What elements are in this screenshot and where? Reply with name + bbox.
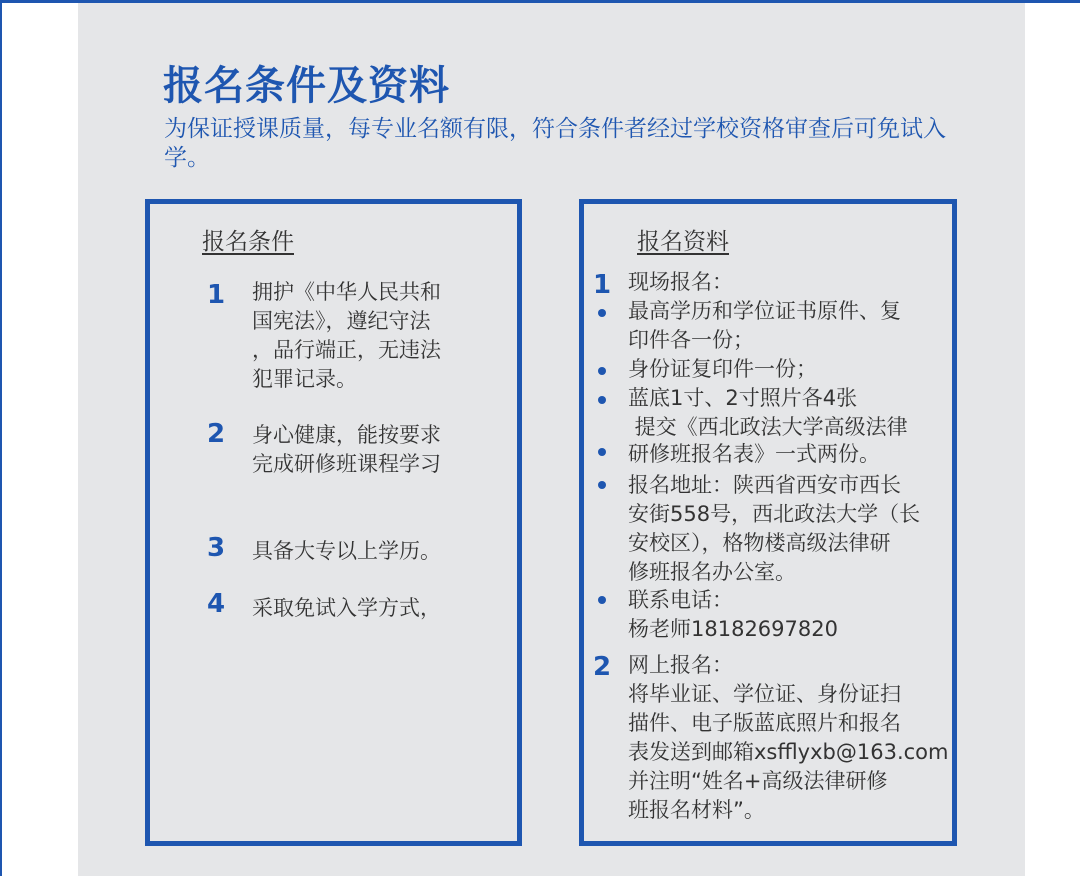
condition-number: 3 bbox=[207, 533, 226, 563]
intro-text: 为保证授课质量，每专业名额有限，符合条件者经过学校资格审查后可免试入学。 bbox=[164, 116, 946, 171]
onsite-item: 联系电话： 杨老师18182697820 bbox=[628, 588, 838, 641]
condition-number: 4 bbox=[207, 589, 226, 619]
condition-text: 拥护《中华人民共和 国宪法》，遵纪守法 ，品行端正，无违法 犯罪记录。 bbox=[252, 280, 441, 391]
onsite-label: 现场报名： bbox=[628, 270, 733, 294]
bullet-icon bbox=[598, 596, 606, 604]
bullet-icon bbox=[598, 481, 606, 489]
materials-heading: 报名资料 bbox=[637, 229, 729, 255]
bullet-icon bbox=[598, 309, 606, 317]
condition-number: 2 bbox=[207, 419, 226, 449]
online-label: 网上报名： bbox=[628, 653, 733, 677]
condition-number: 1 bbox=[207, 280, 226, 310]
material-number: 2 bbox=[593, 652, 612, 682]
onsite-item: 研修班报名表》一式两份。 bbox=[628, 442, 880, 466]
material-number: 1 bbox=[593, 270, 612, 300]
onsite-item: 身份证复印件一份； bbox=[628, 357, 817, 381]
page-title: 报名条件及资料 bbox=[163, 63, 450, 109]
conditions-heading: 报名条件 bbox=[202, 229, 294, 255]
left-border bbox=[0, 0, 2, 876]
onsite-item: 报名地址：陕西省西安市西长 安街558号，西北政法大学（长 安校区），格物楼高级法律研 修班报名办公室。 bbox=[628, 473, 921, 584]
onsite-item: 蓝底1寸、2寸照片各4张 bbox=[628, 386, 858, 410]
onsite-item: 最高学历和学位证书原件、复 印件各一份； bbox=[628, 299, 901, 352]
onsite-item: 提交《西北政法大学高级法律 bbox=[628, 415, 908, 439]
bullet-icon bbox=[598, 396, 606, 404]
bullet-icon bbox=[598, 448, 606, 456]
condition-text: 具备大专以上学历。 bbox=[252, 539, 441, 563]
condition-text: 身心健康，能按要求 完成研修班课程学习 bbox=[252, 423, 441, 476]
online-text: 将毕业证、学位证、身份证扫 描件、电子版蓝底照片和报名 表发送到邮箱xsfflyxb@163.com 并注明“姓名+高级法律研修 班报名材料”。 bbox=[628, 682, 949, 822]
bullet-icon bbox=[598, 367, 606, 375]
condition-text: 采取免试入学方式， bbox=[252, 596, 441, 620]
